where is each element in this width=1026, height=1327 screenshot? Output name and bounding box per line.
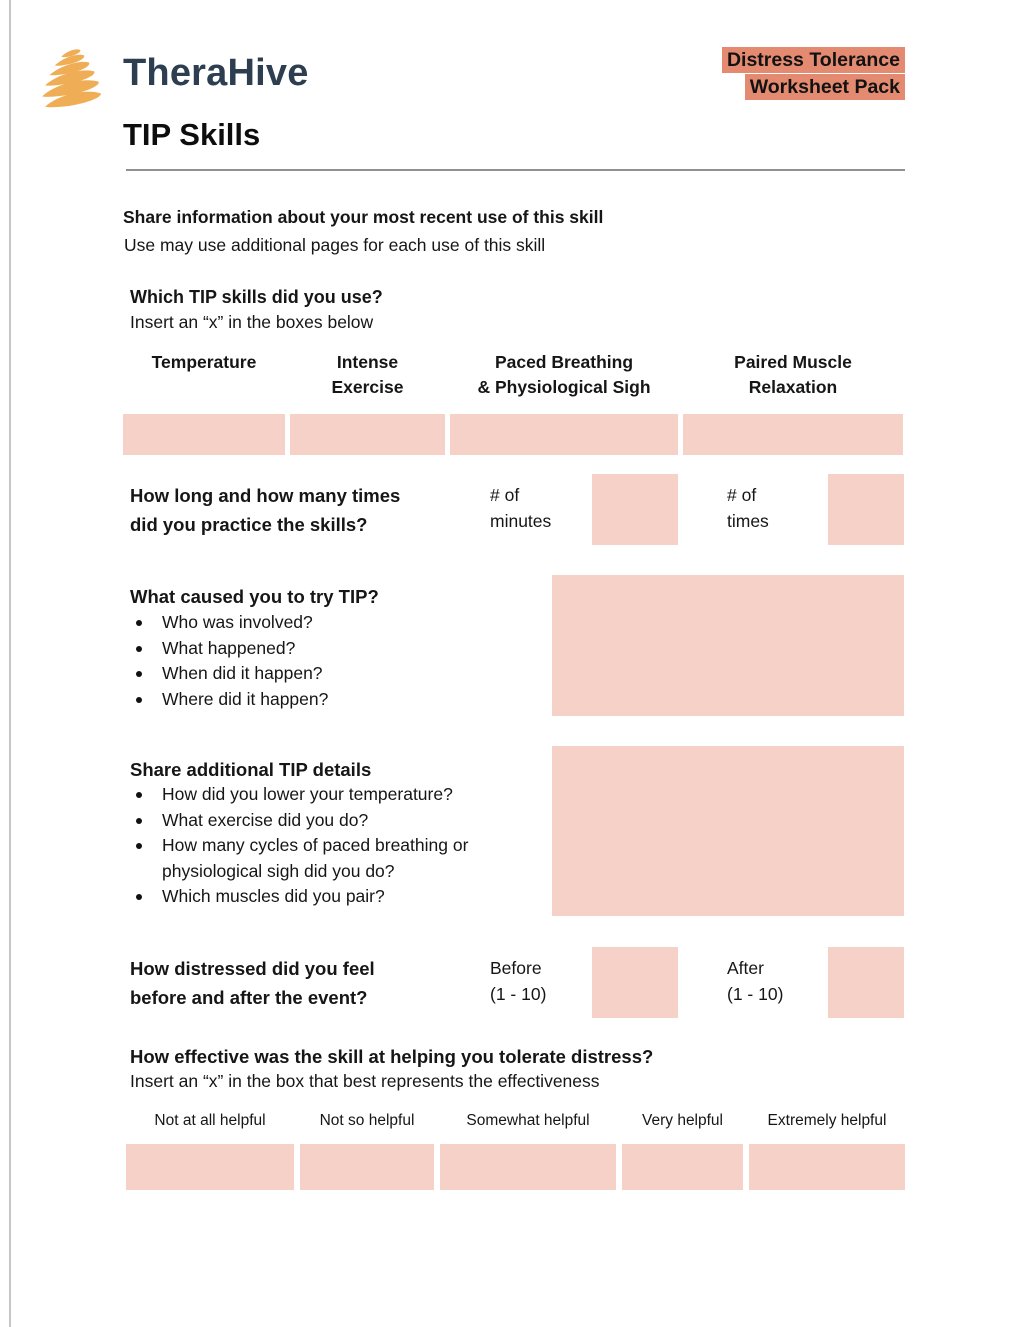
brand-name: TheraHive (123, 52, 309, 94)
bullet-text: What exercise did you do? (162, 809, 369, 830)
distress-question (130, 954, 375, 1012)
after-label-line: After (727, 958, 764, 978)
skill-checkbox-paired-muscle[interactable] (683, 414, 903, 455)
list-item (136, 782, 548, 808)
effectiveness-checkbox-not-at-all[interactable] (126, 1144, 294, 1190)
before-label-line: (1 - 10) (490, 984, 547, 1004)
list-item (136, 833, 548, 884)
worksheet-pack-badge (722, 47, 905, 101)
minutes-input-box[interactable] (592, 474, 678, 545)
cause-answer-box[interactable] (552, 575, 904, 716)
before-label-line: Before (490, 958, 542, 978)
practice-question-line: did you practice the skills? (130, 514, 368, 535)
page-title: TIP Skills (123, 117, 261, 152)
before-field-label (490, 955, 546, 1007)
title-divider (126, 169, 905, 171)
after-rating-box[interactable] (828, 947, 904, 1018)
skills-checkbox-row (123, 414, 904, 455)
bullet-text: Who was involved? (162, 612, 313, 632)
effectiveness-checkbox-very[interactable] (622, 1144, 743, 1190)
skill-checkbox-temperature[interactable] (123, 414, 285, 455)
bullet-text: Where did it happen? (162, 688, 329, 709)
list-item (136, 610, 536, 636)
skills-header-row (123, 350, 904, 400)
effectiveness-instruction: Insert an “x” in the box that best represents the effectiveness (130, 1071, 600, 1091)
badge-line-1: Distress Tolerance (722, 47, 905, 73)
minutes-field-label (490, 482, 551, 534)
effectiveness-checkbox-somewhat[interactable] (440, 1144, 616, 1190)
list-item (136, 661, 536, 687)
before-rating-box[interactable] (592, 947, 678, 1018)
skill-header-line: Paced Breathing (494, 352, 634, 372)
list-item (136, 884, 548, 910)
times-field-label (727, 482, 769, 534)
intro-note: Use may use additional pages for each use of this skill (124, 235, 546, 255)
effectiveness-checkbox-extremely[interactable] (749, 1144, 905, 1190)
details-answer-box[interactable] (552, 746, 904, 916)
minutes-label-line: # of (490, 485, 520, 505)
times-label-line: # of (727, 485, 757, 505)
skills-question-heading: Which TIP skills did you use? (130, 287, 383, 307)
effectiveness-label-extremely: Extremely helpful (767, 1112, 887, 1129)
effectiveness-question-heading: How effective was the skill at helping you tolerate distress? (130, 1046, 654, 1067)
details-question-heading: Share additional TIP details (130, 759, 372, 780)
cause-question-heading: What caused you to try TIP? (130, 586, 379, 607)
times-input-box[interactable] (828, 474, 904, 545)
after-label-line: (1 - 10) (727, 984, 784, 1004)
skill-header-line: Exercise (331, 377, 404, 397)
skill-header-temperature (123, 350, 285, 400)
intro-heading: Share information about your most recent use of this skill (123, 207, 604, 227)
list-item (136, 687, 536, 713)
skill-header-line: Paired Muscle (734, 352, 852, 372)
practice-question (130, 481, 400, 539)
practice-question-line: How long and how many times (130, 485, 401, 506)
cause-bullet-list (136, 610, 536, 712)
bullet-text: What happened? (162, 637, 296, 658)
bullet-text: Which muscles did you pair? (162, 886, 385, 906)
details-bullet-list (136, 782, 548, 910)
minutes-label-line: minutes (490, 511, 552, 531)
distress-question-line: before and after the event? (130, 987, 368, 1008)
skill-header-line: Relaxation (748, 377, 838, 397)
effectiveness-label-somewhat: Somewhat helpful (466, 1112, 590, 1129)
bullet-text: When did it happen? (162, 663, 323, 683)
badge-line-2: Worksheet Pack (745, 74, 905, 100)
effectiveness-label-not-at-all: Not at all helpful (154, 1112, 266, 1129)
list-item (136, 636, 536, 662)
times-label-line: times (727, 511, 769, 531)
skill-header-line: & Physiological Sigh (477, 377, 651, 397)
skill-header-line: Intense (336, 352, 399, 372)
effectiveness-checkbox-row (126, 1144, 905, 1190)
skill-checkbox-paced-breathing[interactable] (450, 414, 678, 455)
effectiveness-label-not-so: Not so helpful (319, 1112, 415, 1129)
skills-question-instruction: Insert an “x” in the boxes below (130, 312, 374, 332)
effectiveness-checkbox-not-so[interactable] (300, 1144, 434, 1190)
therahive-logo-icon (36, 45, 110, 111)
bullet-text: How did you lower your temperature? (162, 784, 453, 804)
list-item (136, 808, 548, 834)
skill-header-line: Temperature (151, 352, 257, 372)
skill-header-paced-breathing (450, 350, 678, 400)
bullet-text: How many cycles of paced breathing or physiological sigh did you do? (162, 835, 469, 881)
effectiveness-label-very: Very helpful (642, 1112, 723, 1129)
effectiveness-label-row (126, 1110, 905, 1131)
skill-checkbox-intense-exercise[interactable] (290, 414, 445, 455)
distress-question-line: How distressed did you feel (130, 958, 375, 979)
page-left-edge (9, 0, 11, 1327)
after-field-label (727, 955, 783, 1007)
skill-header-paired-muscle (683, 350, 903, 400)
skill-header-intense-exercise (290, 350, 445, 400)
